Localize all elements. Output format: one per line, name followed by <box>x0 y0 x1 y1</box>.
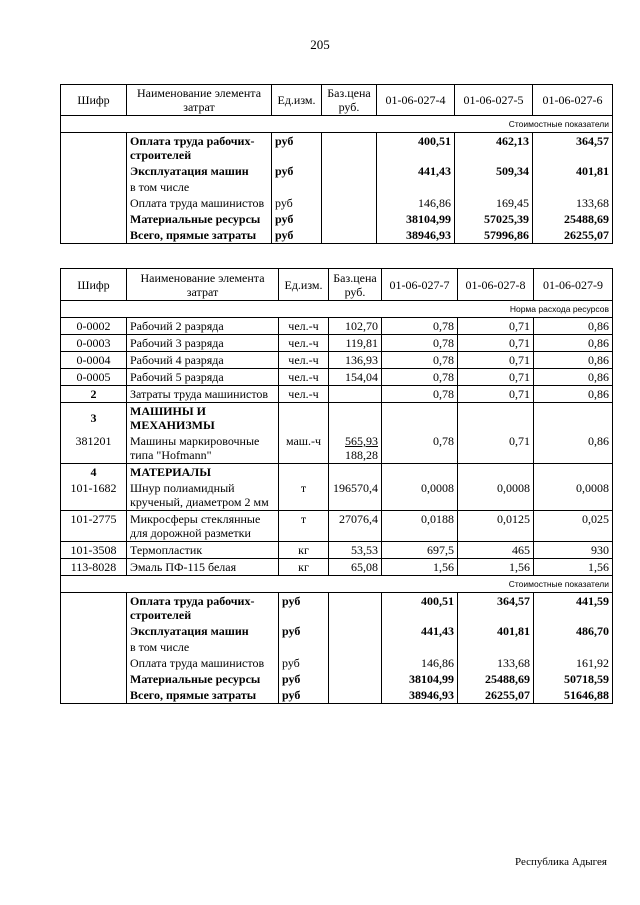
row-value: 0,78 <box>382 386 458 403</box>
section-heading: МАТЕРИАЛЫ <box>127 464 279 481</box>
header-col2: 01-06-027-8 <box>458 269 534 301</box>
row-code: 4 <box>61 464 127 481</box>
row-name: Оплата труда машинистов <box>127 655 279 671</box>
table-row <box>61 227 613 244</box>
row-value: 0,86 <box>534 335 613 352</box>
row-unit: чел.-ч <box>279 335 329 352</box>
row-value: 38104,99 <box>382 671 458 687</box>
row-name: Эксплуатация машин <box>127 163 272 179</box>
table-row <box>61 211 613 227</box>
row-value: 51646,88 <box>534 687 613 704</box>
row-code: 0-0002 <box>61 318 127 335</box>
row-name: Рабочий 2 разряда <box>127 318 279 335</box>
row-value: 57025,39 <box>455 211 533 227</box>
row-value: 133,68 <box>458 655 534 671</box>
row-name: Всего, прямые затраты <box>127 687 279 704</box>
table-header-row <box>61 269 613 301</box>
table-row <box>61 433 613 464</box>
row-name: Оплата труда рабочих-строителей <box>127 133 272 164</box>
header-base-price: Баз.цена руб. <box>322 85 377 116</box>
cost-table-1 <box>60 84 613 244</box>
row-unit: кг <box>279 542 329 559</box>
header-col2: 01-06-027-5 <box>455 85 533 116</box>
row-price: 53,53 <box>329 542 382 559</box>
row-value: 38946,93 <box>382 687 458 704</box>
header-col3: 01-06-027-9 <box>534 269 613 301</box>
row-value: 400,51 <box>382 593 458 624</box>
section-label: Стоимостные показатели <box>61 116 613 133</box>
header-col3: 01-06-027-6 <box>533 85 613 116</box>
row-value: 0,78 <box>382 318 458 335</box>
row-value: 0,71 <box>458 433 534 464</box>
footer-region: Республика Адыгея <box>514 856 607 868</box>
row-name: Машины маркировочные типа "Hofmann" <box>127 433 279 464</box>
row-value: 25488,69 <box>533 211 613 227</box>
row-unit: руб <box>279 671 329 687</box>
row-code: 101-2775 <box>61 511 127 542</box>
row-value: 364,57 <box>533 133 613 164</box>
row-value: 441,59 <box>534 593 613 624</box>
row-name: Термопластик <box>127 542 279 559</box>
row-code: 0-0004 <box>61 352 127 369</box>
row-value: 0,025 <box>534 511 613 542</box>
row-value: 50718,59 <box>534 671 613 687</box>
row-unit: маш.-ч <box>279 433 329 464</box>
row-code: 113-8028 <box>61 559 127 576</box>
row-value: 26255,07 <box>458 687 534 704</box>
table-row <box>61 623 613 639</box>
row-unit: т <box>279 511 329 542</box>
row-value: 441,43 <box>377 163 455 179</box>
table-row <box>61 639 613 655</box>
table-row <box>61 352 613 369</box>
table-row <box>61 369 613 386</box>
row-unit: чел.-ч <box>279 386 329 403</box>
row-value: 26255,07 <box>533 227 613 244</box>
norm-label-row <box>61 301 613 318</box>
row-name: Затраты труда машинистов <box>127 386 279 403</box>
row-code: 381201 <box>61 433 127 464</box>
row-unit: чел.-ч <box>279 352 329 369</box>
row-value: 25488,69 <box>458 671 534 687</box>
row-unit: руб <box>272 133 322 164</box>
row-name: в том числе <box>127 179 272 195</box>
table-row <box>61 386 613 403</box>
row-value: 0,0125 <box>458 511 534 542</box>
row-price: 154,04 <box>329 369 382 386</box>
row-value: 401,81 <box>458 623 534 639</box>
row-value: 0,71 <box>458 386 534 403</box>
table-row <box>61 671 613 687</box>
row-name: Рабочий 5 разряда <box>127 369 279 386</box>
row-code: 0-0003 <box>61 335 127 352</box>
row-name: Материальные ресурсы <box>127 671 279 687</box>
row-name: Микросферы стеклянные для дорожной разметки <box>127 511 279 542</box>
section-label-row <box>61 576 613 593</box>
row-unit: т <box>279 480 329 511</box>
table-row <box>61 318 613 335</box>
row-value: 1,56 <box>382 559 458 576</box>
header-col1: 01-06-027-7 <box>382 269 458 301</box>
header-code: Шифр <box>61 85 127 116</box>
row-unit: руб <box>279 655 329 671</box>
row-name: Материальные ресурсы <box>127 211 272 227</box>
table-row <box>61 480 613 511</box>
table-row <box>61 559 613 576</box>
header-code: Шифр <box>61 269 127 301</box>
table-row <box>61 687 613 704</box>
row-unit: чел.-ч <box>279 318 329 335</box>
row-value: 1,56 <box>534 559 613 576</box>
section-heading-row <box>61 464 613 481</box>
table-row <box>61 163 613 179</box>
row-value: 486,70 <box>534 623 613 639</box>
row-value: 0,71 <box>458 369 534 386</box>
row-value: 38946,93 <box>377 227 455 244</box>
row-value: 0,86 <box>534 433 613 464</box>
row-value: 0,86 <box>534 318 613 335</box>
section-heading-row <box>61 403 613 434</box>
row-value: 465 <box>458 542 534 559</box>
row-price: 27076,4 <box>329 511 382 542</box>
row-unit: руб <box>279 687 329 704</box>
row-value: 697,5 <box>382 542 458 559</box>
row-name: Шнур полиамидный крученый, диаметром 2 мм <box>127 480 279 511</box>
row-unit: руб <box>279 623 329 639</box>
row-price: 136,93 <box>329 352 382 369</box>
row-value: 0,78 <box>382 369 458 386</box>
row-value: 0,71 <box>458 335 534 352</box>
table-row <box>61 542 613 559</box>
row-name: Рабочий 4 разряда <box>127 352 279 369</box>
row-name: Эксплуатация машин <box>127 623 279 639</box>
row-unit: чел.-ч <box>279 369 329 386</box>
row-value: 0,0008 <box>534 480 613 511</box>
row-name: Всего, прямые затраты <box>127 227 272 244</box>
row-value: 0,71 <box>458 318 534 335</box>
row-name: Рабочий 3 разряда <box>127 335 279 352</box>
section-heading: МАШИНЫ И МЕХАНИЗМЫ <box>127 403 279 434</box>
row-value: 146,86 <box>377 195 455 211</box>
row-code: 0-0005 <box>61 369 127 386</box>
row-code: 101-1682 <box>61 480 127 511</box>
row-name: Эмаль ПФ-115 белая <box>127 559 279 576</box>
table-row <box>61 179 613 195</box>
table-row <box>61 133 613 164</box>
row-value: 0,78 <box>382 433 458 464</box>
row-value: 364,57 <box>458 593 534 624</box>
row-value: 169,45 <box>455 195 533 211</box>
row-code: 2 <box>61 386 127 403</box>
row-value: 0,71 <box>458 352 534 369</box>
row-code: 3 <box>61 403 127 434</box>
row-value: 0,78 <box>382 335 458 352</box>
row-unit: кг <box>279 559 329 576</box>
row-name: Оплата труда рабочих-строителей <box>127 593 279 624</box>
price-bottom: 188,28 <box>345 448 378 462</box>
row-value: 0,86 <box>534 386 613 403</box>
row-price <box>329 433 382 464</box>
header-name: Наименование элемента затрат <box>127 269 279 301</box>
row-price: 65,08 <box>329 559 382 576</box>
price-top: 565,93 <box>345 434 378 448</box>
table-row <box>61 335 613 352</box>
row-unit: руб <box>272 195 322 211</box>
row-value: 133,68 <box>533 195 613 211</box>
norm-label: Норма расхода ресурсов <box>61 301 613 318</box>
row-value: 0,86 <box>534 352 613 369</box>
row-value: 1,56 <box>458 559 534 576</box>
row-name: Оплата труда машинистов <box>127 195 272 211</box>
row-unit: руб <box>272 163 322 179</box>
row-value: 441,43 <box>382 623 458 639</box>
row-value: 930 <box>534 542 613 559</box>
row-value: 0,86 <box>534 369 613 386</box>
row-value: 161,92 <box>534 655 613 671</box>
header-name: Наименование элемента затрат <box>127 85 272 116</box>
row-unit: руб <box>272 227 322 244</box>
row-unit: руб <box>279 593 329 624</box>
row-price: 196570,4 <box>329 480 382 511</box>
row-price: 102,70 <box>329 318 382 335</box>
row-value: 57996,86 <box>455 227 533 244</box>
table-row <box>61 655 613 671</box>
header-col1: 01-06-027-4 <box>377 85 455 116</box>
row-value: 146,86 <box>382 655 458 671</box>
header-unit: Ед.изм. <box>279 269 329 301</box>
row-value: 509,34 <box>455 163 533 179</box>
row-code: 101-3508 <box>61 542 127 559</box>
row-value: 0,78 <box>382 352 458 369</box>
section-label-row <box>61 116 613 133</box>
row-value: 38104,99 <box>377 211 455 227</box>
header-base-price: Баз.цена руб. <box>329 269 382 301</box>
table-row <box>61 195 613 211</box>
row-unit: руб <box>272 211 322 227</box>
row-name: в том числе <box>127 639 279 655</box>
table-row <box>61 593 613 624</box>
row-value: 0,0008 <box>382 480 458 511</box>
row-value: 462,13 <box>455 133 533 164</box>
section-label: Стоимостные показатели <box>61 576 613 593</box>
row-price: 119,81 <box>329 335 382 352</box>
header-unit: Ед.изм. <box>272 85 322 116</box>
table-row <box>61 511 613 542</box>
page-number: 205 <box>310 37 330 52</box>
cost-table-2 <box>60 268 613 704</box>
row-value: 400,51 <box>377 133 455 164</box>
row-value: 0,0008 <box>458 480 534 511</box>
table-header-row <box>61 85 613 116</box>
row-value: 0,0188 <box>382 511 458 542</box>
row-value: 401,81 <box>533 163 613 179</box>
